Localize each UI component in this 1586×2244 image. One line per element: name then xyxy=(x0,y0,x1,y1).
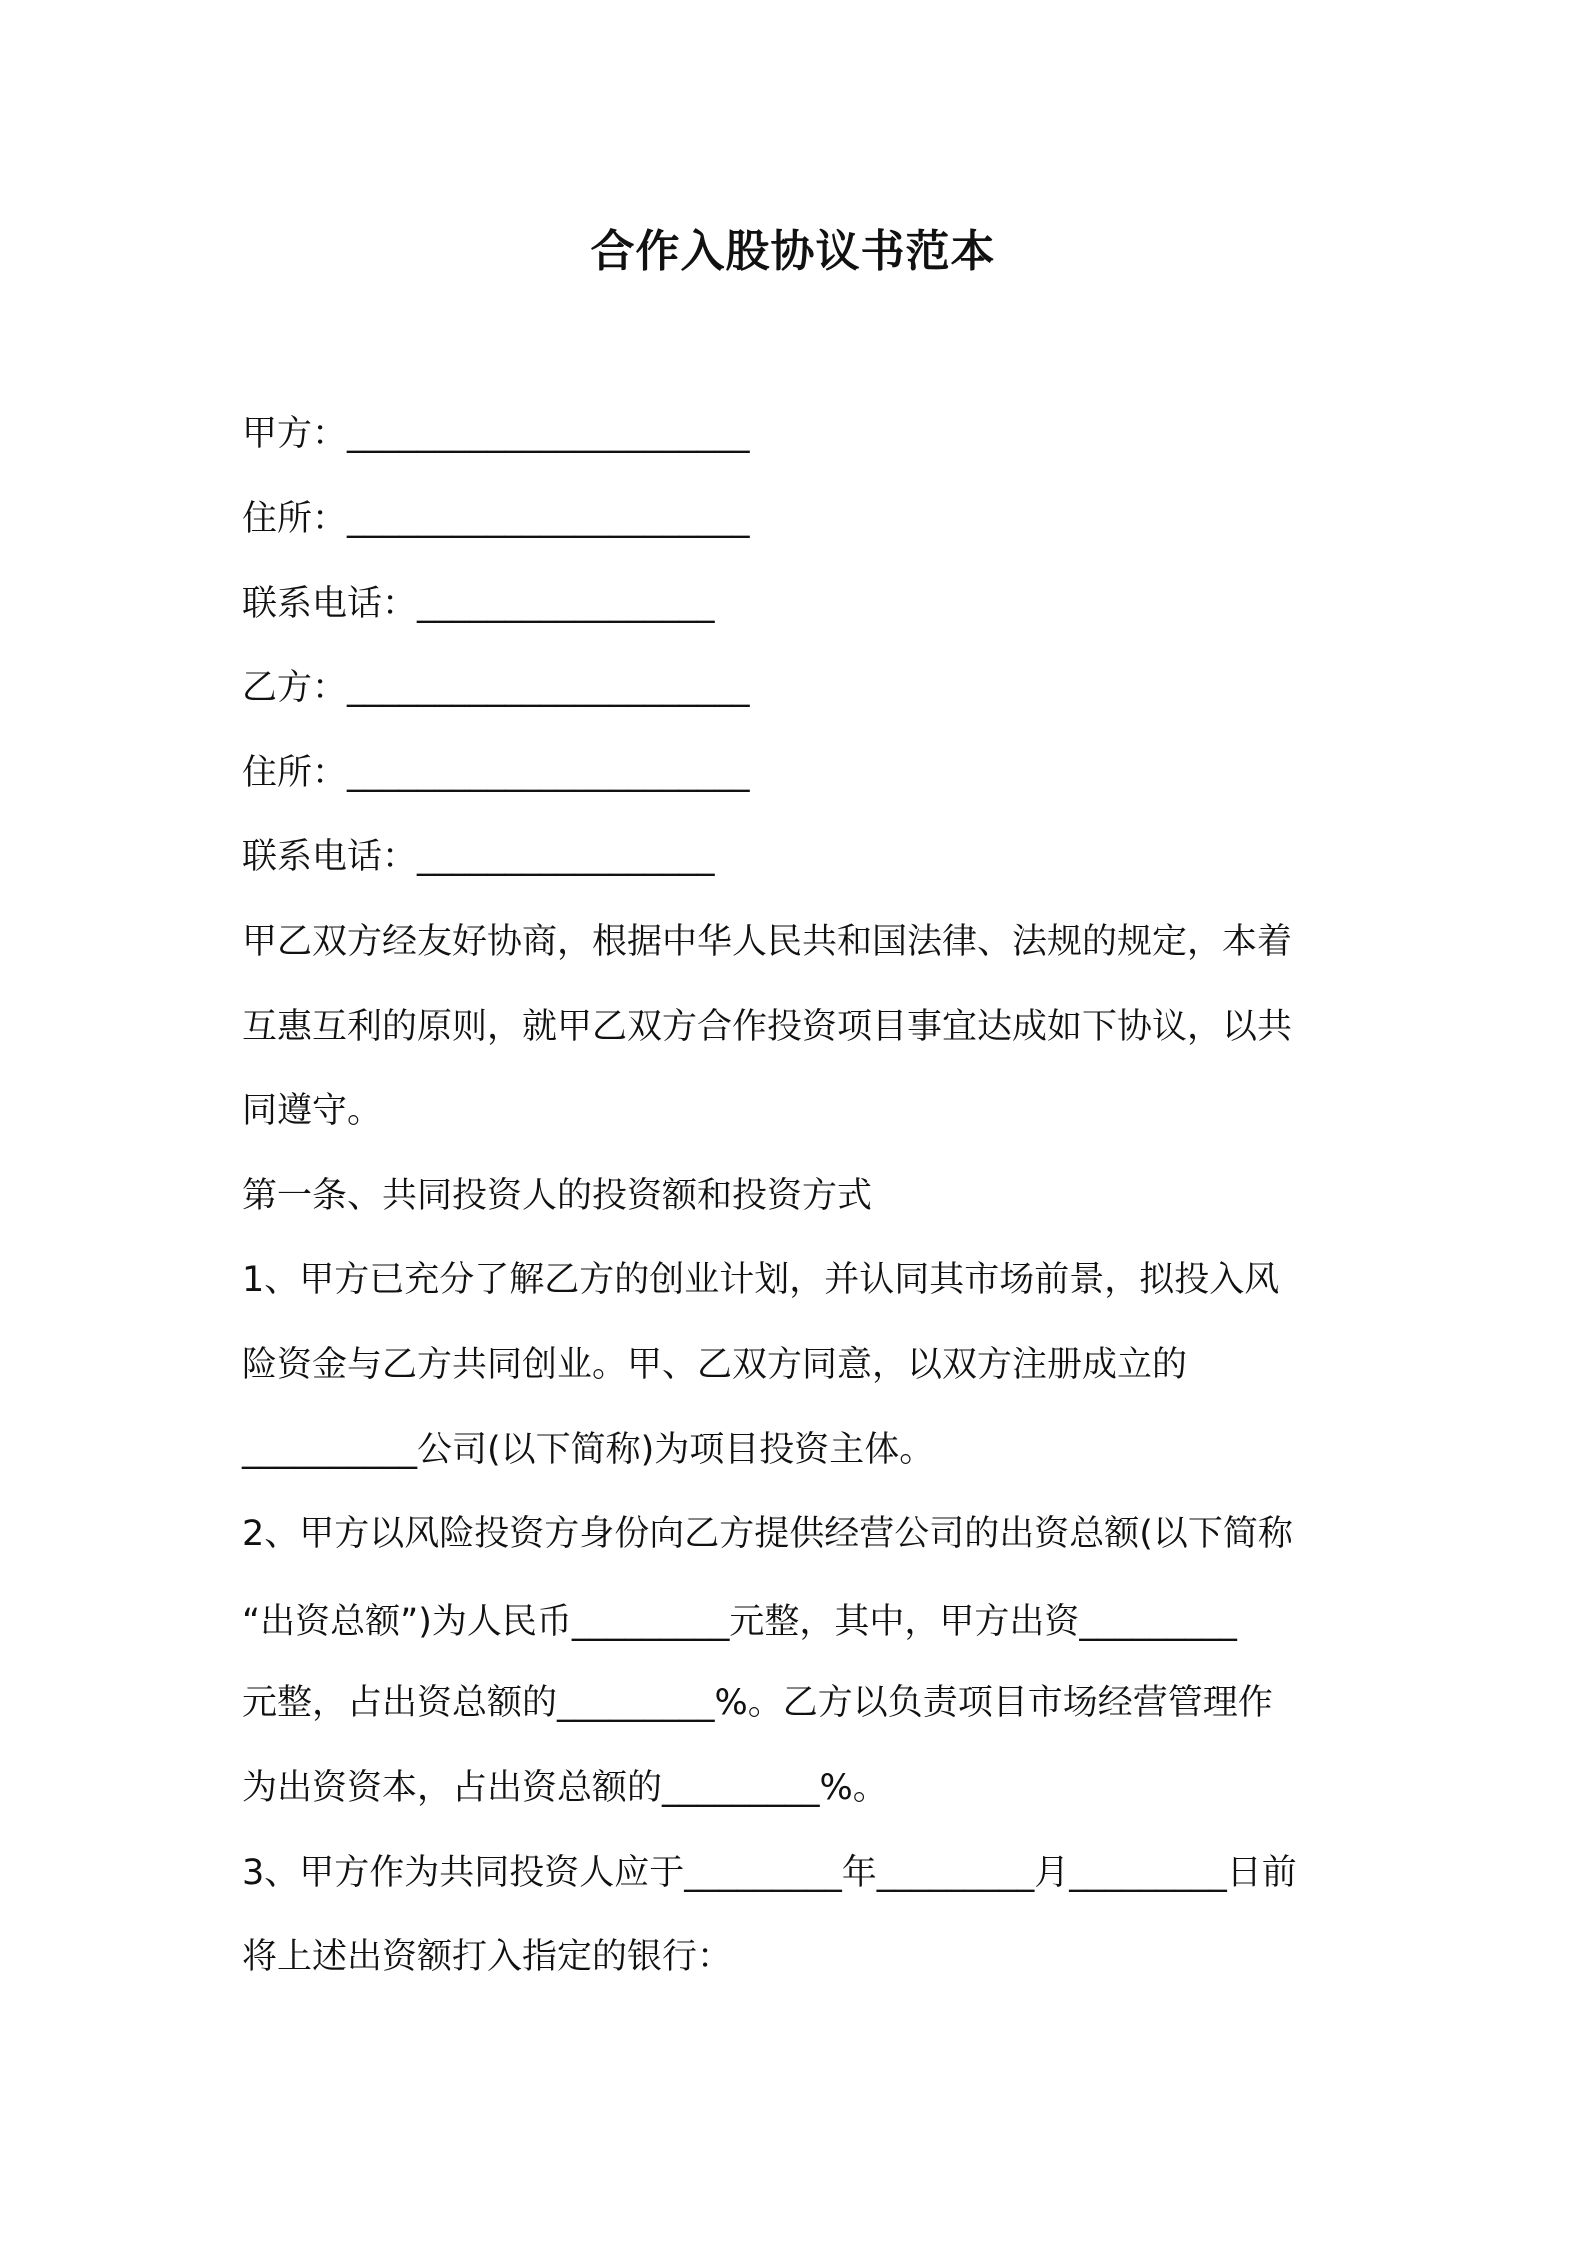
clause2-line: 为出资资本，占出资总额的_________%。 xyxy=(242,1768,888,1808)
preamble-line: 甲乙双方经友好协商，根据中华人民共和国法律、法规的规定，本着 xyxy=(242,922,1293,962)
clause2-line: “出资总额”)为人民币_________元整，其中，甲方出资_________ xyxy=(242,1602,1237,1642)
party-b-field: 乙方：_______________________ xyxy=(242,668,750,708)
party-b-address-field: 住所：_______________________ xyxy=(242,753,750,793)
clause1-line: 险资金与乙方共同创业。甲、乙双方同意，以双方注册成立的 xyxy=(242,1345,1188,1385)
preamble-line: 互惠互利的原则，就甲乙双方合作投资项目事宜达成如下协议，以共 xyxy=(242,1007,1293,1047)
party-b-phone-field: 联系电话：_________________ xyxy=(242,837,715,877)
clause2-line: 2、甲方以风险投资方身份向乙方提供经营公司的出资总额(以下简称 xyxy=(242,1514,1293,1554)
clause1-line: 1、甲方已充分了解乙方的创业计划，并认同其市场前景，拟投入风 xyxy=(242,1260,1280,1300)
party-a-phone-field: 联系电话：_________________ xyxy=(242,584,715,624)
preamble-line: 同遵守。 xyxy=(242,1091,383,1131)
article1-heading: 第一条、共同投资人的投资额和投资方式 xyxy=(242,1176,873,1216)
clause3-line: 3、甲方作为共同投资人应于_________年_________月_________日前 xyxy=(242,1853,1297,1893)
party-a-address-field: 住所：_______________________ xyxy=(242,499,750,539)
clause2-line: 元整，占出资总额的_________%。乙方以负责项目市场经营管理作 xyxy=(242,1683,1273,1723)
document-title: 合作入股协议书范本 xyxy=(590,226,996,277)
clause3-line: 将上述出资额打入指定的银行： xyxy=(242,1937,733,1977)
party-a-field: 甲方：_______________________ xyxy=(242,414,750,454)
clause1-line: __________公司(以下简称)为项目投资主体。 xyxy=(242,1430,935,1470)
